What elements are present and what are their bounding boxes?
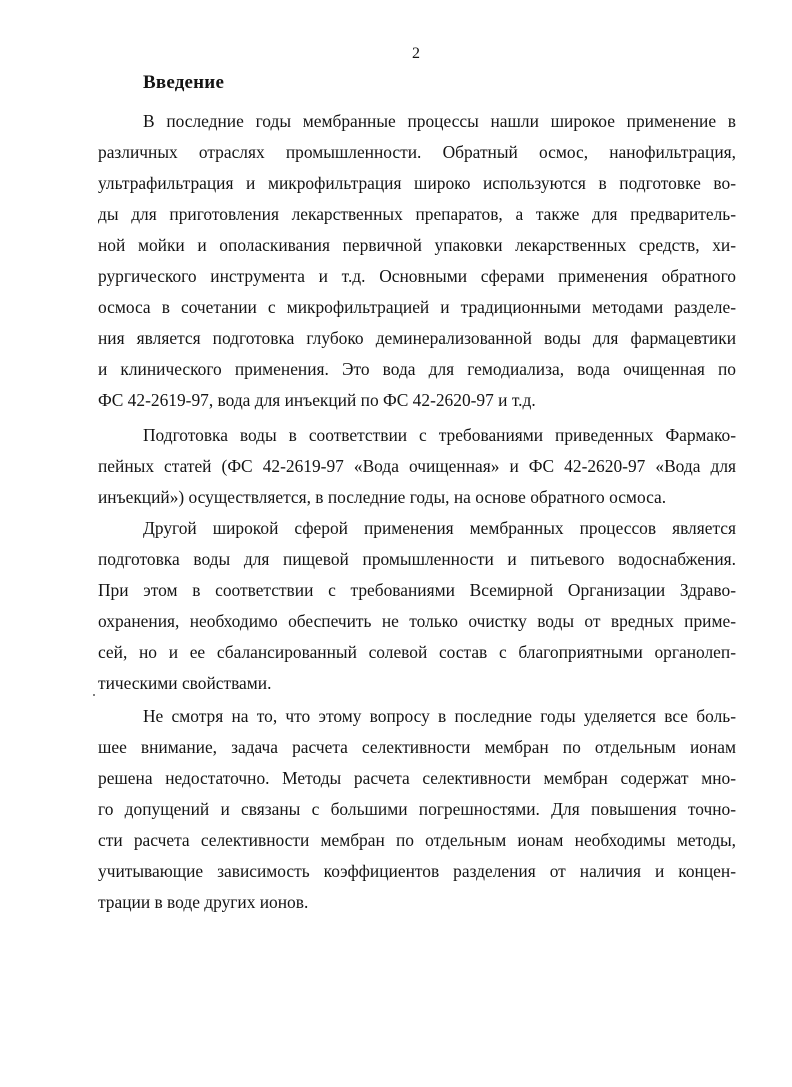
paragraph-4-line-6: учитывающие зависимость коэффициентов разделения от наличия и концен- <box>98 861 736 881</box>
paragraph-3-line-2: подготовка воды для пищевой промышленности и питьевого водоснабжения. <box>98 549 736 569</box>
paragraph-2-line-3: инъекций») осуществляется, в последние годы, на основе обратного осмоса. <box>98 487 667 507</box>
paragraph-2-line-1: Подготовка воды в соответствии с требованиями приведенных Фармако- <box>143 425 736 445</box>
paragraph-1-line-1: В последние годы мембранные процессы нашли широкое применение в <box>143 111 736 131</box>
paragraph-3-line-4: охранения, необходимо обеспечить не только очистку воды от вредных приме- <box>98 611 736 631</box>
paragraph-4-line-3: решена недостаточно. Методы расчета селективности мембран содержат мно- <box>98 768 736 788</box>
paragraph-1-line-3: ультрафильтрация и микрофильтрация широко используются в подготовке во- <box>98 173 736 193</box>
paragraph-3-line-3: При этом в соответствии с требованиями Всемирной Организации Здраво- <box>98 580 736 600</box>
paragraph-1-line-6: рургического инструмента и т.д. Основными сферами применения обратного <box>98 266 736 286</box>
paragraph-4-line-4: го допущений и связаны с большими погрешностями. Для повышения точно- <box>98 799 736 819</box>
paragraph-1-line-5: ной мойки и ополаскивания первичной упаковки лекарственных средств, хи- <box>98 235 736 255</box>
paragraph-3-line-6: тическими свойствами. <box>98 673 272 693</box>
paragraph-1-line-7: осмоса в сочетании с микрофильтрацией и традиционными методами разделе- <box>98 297 736 317</box>
paragraph-1-line-8: ния является подготовка глубоко деминерализованной воды для фармацевтики <box>98 328 736 348</box>
paragraph-1-line-10: ФС 42-2619-97, вода для инъекций по ФС 42-2620-97 и т.д. <box>98 390 536 410</box>
paragraph-3-line-1: Другой широкой сферой применения мембранных процессов является <box>143 518 736 538</box>
scan-speck <box>93 694 95 696</box>
paragraph-3-line-5: сей, но и ее сбалансированный солевой состав с благоприятными органолеп- <box>98 642 736 662</box>
paragraph-4-line-5: сти расчета селективности мембран по отдельным ионам необходимы методы, <box>98 830 736 850</box>
paragraph-4-line-7: трации в воде других ионов. <box>98 892 309 912</box>
section-heading: Введение <box>143 72 225 93</box>
paragraph-2-line-2: пейных статей (ФС 42-2619-97 «Вода очищенная» и ФС 42-2620-97 «Вода для <box>98 456 736 476</box>
page-number: 2 <box>412 45 420 62</box>
paragraph-4-line-1: Не смотря на то, что этому вопросу в последние годы уделяется все боль- <box>143 706 736 726</box>
paragraph-4-line-2: шее внимание, задача расчета селективности мембран по отдельным ионам <box>98 737 736 757</box>
paragraph-1-line-9: и клинического применения. Это вода для гемодиализа, вода очищенная по <box>98 359 736 379</box>
paragraph-1-line-4: ды для приготовления лекарственных препаратов, а также для предваритель- <box>98 204 736 224</box>
paragraph-1-line-2: различных отраслях промышленности. Обратный осмос, нанофильтрация, <box>98 142 736 162</box>
